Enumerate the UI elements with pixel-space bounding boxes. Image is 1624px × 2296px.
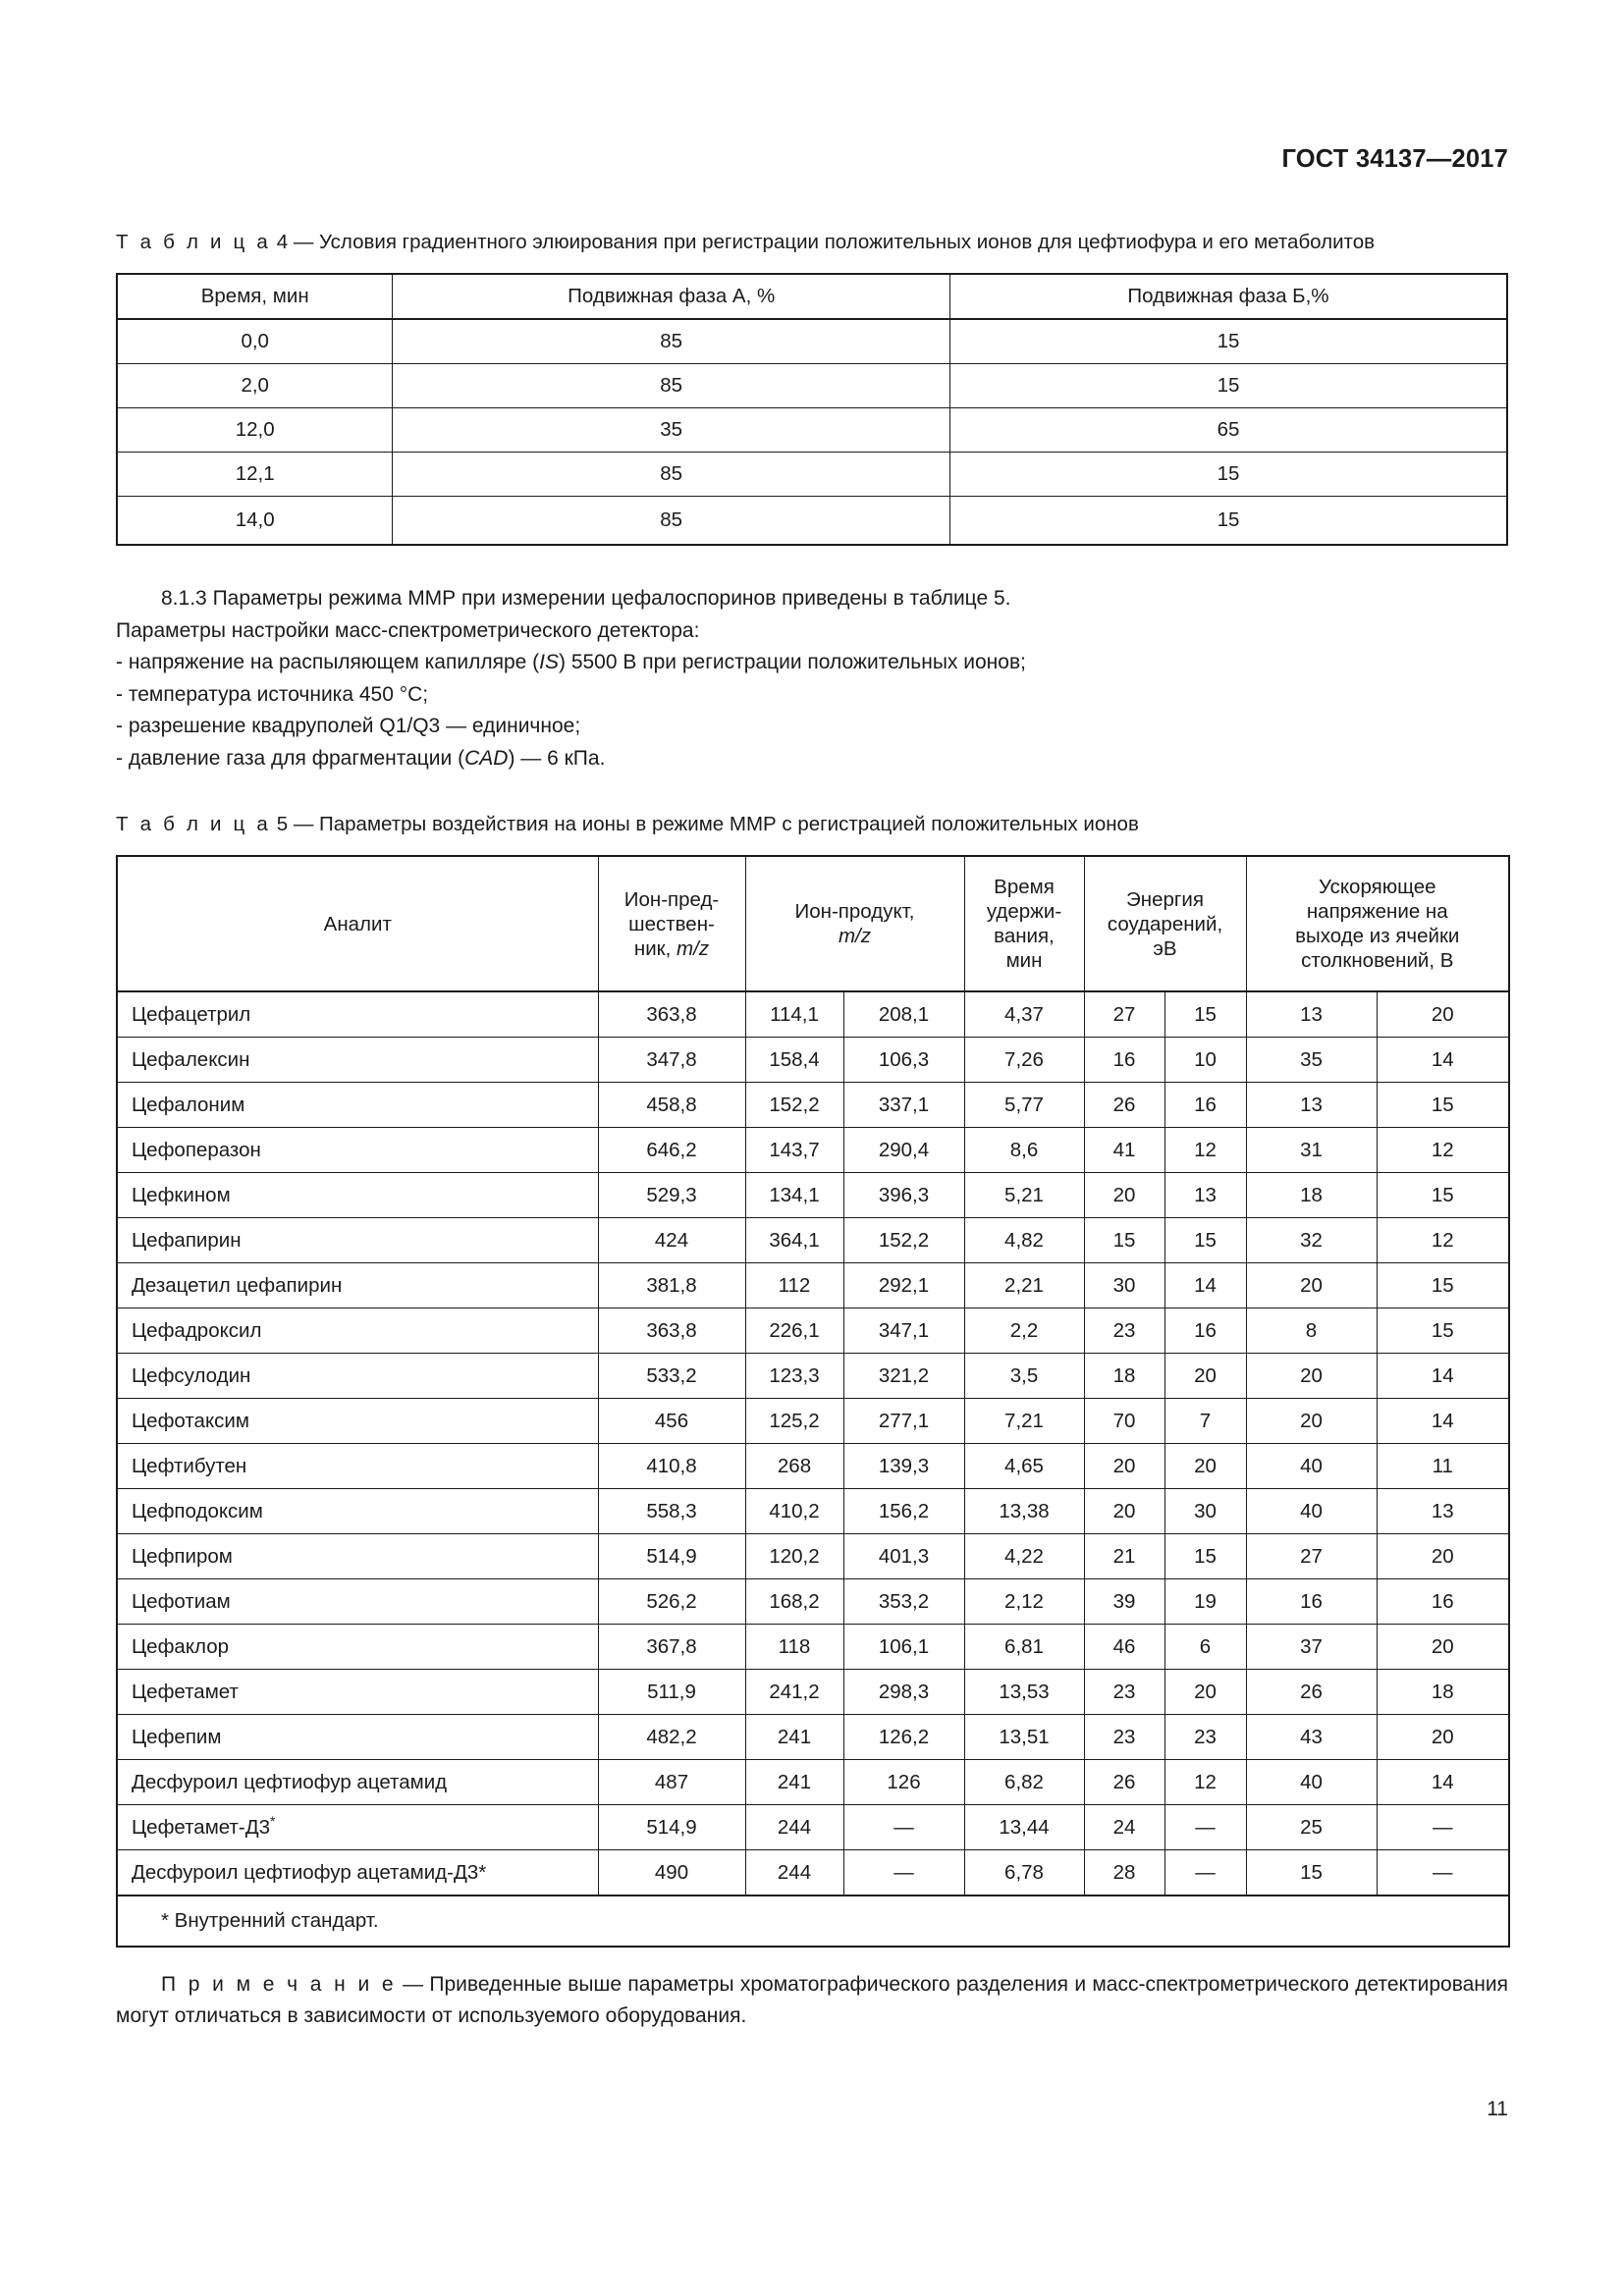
table5-header-row [117,856,1509,991]
cell-cxp1: 20 [1246,1399,1377,1444]
cell-rt: 4,82 [964,1218,1084,1263]
cell-ce1: 15 [1084,1218,1164,1263]
cell-ce1: 28 [1084,1850,1164,1896]
cell-product1: 268 [745,1444,843,1489]
cell-ce2: 12 [1164,1760,1246,1805]
table5-footnote-row [117,1896,1509,1947]
cell-cxp2: 14 [1377,1354,1509,1399]
cell-product1: 143,7 [745,1128,843,1173]
table-row [117,1173,1509,1218]
cell-product1: 123,3 [745,1354,843,1399]
cxp-line3: выходе из ячейки [1295,925,1460,947]
cell-cxp2: 20 [1377,1715,1509,1760]
cell-ce2: 23 [1164,1715,1246,1760]
cell-precursor: 367,8 [598,1625,745,1670]
table4-cell-time: 14,0 [117,497,393,546]
analyte-label: Цефетамет-Д3 [132,1815,271,1839]
cell-cxp1: 40 [1246,1760,1377,1805]
table4-cell-phase-b: 15 [949,364,1507,408]
table4-cell-time: 2,0 [117,364,393,408]
cell-cxp2: 14 [1377,1760,1509,1805]
cell-rt: 6,82 [964,1760,1084,1805]
cxp-line4: столкновений, В [1301,949,1454,972]
table5-col-product-ion [745,856,964,991]
cell-ce1: 70 [1084,1399,1164,1444]
ce-line3: эВ [1153,936,1177,960]
product-line1: Ион-продукт, [794,900,915,923]
cell-ce2: 20 [1164,1444,1246,1489]
table4-caption [116,228,1508,257]
cell-ce1: 26 [1084,1083,1164,1128]
cell-ce1: 20 [1084,1489,1164,1534]
product-unit: m/z [838,925,872,947]
cell-product2: 347,1 [843,1308,964,1354]
section-bullet-2: - температура источника 450 °С; [116,682,429,706]
table-row [117,408,1507,453]
precursor-line2: шествен- [628,912,715,935]
cell-precursor: 347,8 [598,1038,745,1083]
table5-body [117,991,1509,1947]
table-row [117,453,1507,497]
cell-ce2: 15 [1164,1218,1246,1263]
rt-line2: удержи- [986,900,1062,923]
cell-product2: 277,1 [843,1399,964,1444]
cell-cxp2: — [1377,1805,1509,1850]
table4-col-time: Время, мин [117,274,393,319]
cell-cxp2: 20 [1377,991,1509,1038]
cell-analyte: Цефпиром [117,1534,598,1579]
cell-cxp2: 11 [1377,1444,1509,1489]
cell-product1: 168,2 [745,1579,843,1625]
cell-precursor: 514,9 [598,1805,745,1850]
cell-cxp2: 15 [1377,1083,1509,1128]
cell-analyte: Цефалоним [117,1083,598,1128]
cell-ce1: 23 [1084,1670,1164,1715]
cell-cxp1: 43 [1246,1715,1377,1760]
cell-cxp2: 20 [1377,1625,1509,1670]
cell-product1: 241 [745,1715,843,1760]
cell-rt: 7,21 [964,1399,1084,1444]
table4-cell-phase-a: 35 [393,408,950,453]
table4-caption-label: Т а б л и ц а [116,231,271,253]
cell-rt: 13,51 [964,1715,1084,1760]
cell-precursor: 558,3 [598,1489,745,1534]
cell-product2: 401,3 [843,1534,964,1579]
section-8-1-3 [116,583,1508,774]
cell-product2: 126,2 [843,1715,964,1760]
cell-product1: 226,1 [745,1308,843,1354]
note-dash: — [403,1973,424,1996]
table5-col-retention-time [964,856,1084,991]
cell-ce2: 15 [1164,991,1246,1038]
cell-rt: 6,81 [964,1625,1084,1670]
cell-precursor: 363,8 [598,991,745,1038]
table4-cell-phase-b: 15 [949,497,1507,546]
section-number: 8.1.3 [161,587,207,610]
table-row [117,1760,1509,1805]
cell-ce2: — [1164,1850,1246,1896]
cell-ce2: 16 [1164,1083,1246,1128]
table-row [117,1354,1509,1399]
cell-precursor: 482,2 [598,1715,745,1760]
table4-cell-phase-a: 85 [393,453,950,497]
rt-line4: мин [1005,949,1043,972]
cell-analyte: Цефаклор [117,1625,598,1670]
cell-cxp1: 20 [1246,1354,1377,1399]
bullet4-prefix: - давление газа для фрагментации ( [116,746,465,770]
cell-analyte [117,1805,598,1850]
cell-product2: — [843,1805,964,1850]
table-row [117,1444,1509,1489]
cell-analyte: Дезацетил цефапирин [117,1263,598,1308]
cell-cxp2: 15 [1377,1308,1509,1354]
cell-product2: 126 [843,1760,964,1805]
cell-analyte: Цефподоксим [117,1489,598,1534]
rt-line1: Время [994,876,1055,898]
cell-rt: 5,77 [964,1083,1084,1128]
table-row [117,1128,1509,1173]
table-row [117,1263,1509,1308]
table4-cell-time: 0,0 [117,319,393,364]
cell-ce1: 21 [1084,1534,1164,1579]
cell-product1: 241 [745,1760,843,1805]
table5-caption-label: Т а б л и ц а [116,813,271,835]
cell-cxp2: 13 [1377,1489,1509,1534]
cell-product1: 410,2 [745,1489,843,1534]
ce-line2: соударений, [1107,912,1223,935]
rt-line3: вания, [994,925,1055,947]
cell-cxp1: 13 [1246,1083,1377,1128]
cell-ce2: 7 [1164,1399,1246,1444]
cell-ce1: 24 [1084,1805,1164,1850]
cell-product2: 139,3 [843,1444,964,1489]
table-row [117,1805,1509,1850]
cell-analyte: Цефоперазон [117,1128,598,1173]
section-line2: Параметры настройки масс-спектрометрического детектора: [116,618,700,642]
cell-ce1: 46 [1084,1625,1164,1670]
cell-ce2: 13 [1164,1173,1246,1218]
cell-cxp1: 40 [1246,1444,1377,1489]
cell-analyte: Цефалексин [117,1038,598,1083]
cell-precursor: 514,9 [598,1534,745,1579]
cell-analyte: Цефотаксим [117,1399,598,1444]
cell-product2: 208,1 [843,991,964,1038]
cell-precursor: 646,2 [598,1128,745,1173]
cell-precursor: 533,2 [598,1354,745,1399]
table-row [117,1218,1509,1263]
cell-cxp1: 37 [1246,1625,1377,1670]
cell-product1: 134,1 [745,1173,843,1218]
table-row [117,1038,1509,1083]
section-bullet-1 [116,647,1508,679]
cell-precursor: 381,8 [598,1263,745,1308]
cell-product2: 396,3 [843,1173,964,1218]
table5-col-collision-energy [1084,856,1246,991]
table-row [117,1489,1509,1534]
cell-cxp2: 12 [1377,1128,1509,1173]
cell-product1: 112 [745,1263,843,1308]
cell-ce2: 30 [1164,1489,1246,1534]
cell-ce2: 14 [1164,1263,1246,1308]
cell-product2: 290,4 [843,1128,964,1173]
cell-analyte: Десфуроил цефтиофур ацетамид [117,1760,598,1805]
cell-cxp1: 18 [1246,1173,1377,1218]
cell-ce1: 23 [1084,1308,1164,1354]
precursor-line1: Ион-пред- [623,887,720,911]
section-bullet-4 [116,743,1508,775]
cell-precursor: 487 [598,1760,745,1805]
table-row [117,1850,1509,1896]
cell-analyte: Цефтибутен [117,1444,598,1489]
cell-product2: 337,1 [843,1083,964,1128]
table4-header-row [117,274,1507,319]
cell-cxp1: 13 [1246,991,1377,1038]
table4-cell-time: 12,0 [117,408,393,453]
section-line-intro [116,583,1508,615]
cell-ce2: 12 [1164,1128,1246,1173]
cell-product1: 120,2 [745,1534,843,1579]
cell-product2: 156,2 [843,1489,964,1534]
cell-product1: 125,2 [745,1399,843,1444]
cell-cxp1: 8 [1246,1308,1377,1354]
table-row [117,497,1507,546]
bullet1-suffix: ) 5500 В при регистрации положительных ионов; [559,651,1026,673]
table4-cell-time: 12,1 [117,453,393,497]
cell-precursor: 410,8 [598,1444,745,1489]
table4-col-phase-b: Подвижная фаза Б,% [949,274,1507,319]
cell-rt: 4,37 [964,991,1084,1038]
cell-ce2: 15 [1164,1534,1246,1579]
table5-col-precursor-ion [598,856,745,991]
table5-caption-dash: — [293,813,314,835]
cell-product1: 364,1 [745,1218,843,1263]
cell-analyte: Цефкином [117,1173,598,1218]
cxp-line2: напряжение на [1306,900,1448,923]
note-label: П р и м е ч а н и е [161,1973,397,1996]
table-row [117,1399,1509,1444]
cell-rt: 13,53 [964,1670,1084,1715]
table-row [117,319,1507,364]
cell-ce2: 20 [1164,1354,1246,1399]
cell-product1: 114,1 [745,991,843,1038]
cell-ce1: 20 [1084,1444,1164,1489]
cell-product2: 106,1 [843,1625,964,1670]
cell-ce2: 10 [1164,1038,1246,1083]
cell-precursor: 511,9 [598,1670,745,1715]
cell-ce1: 30 [1084,1263,1164,1308]
cell-analyte: Цефетамет [117,1670,598,1715]
cell-ce1: 16 [1084,1038,1164,1083]
cell-cxp1: 25 [1246,1805,1377,1850]
cell-ce1: 39 [1084,1579,1164,1625]
cell-cxp1: 31 [1246,1128,1377,1173]
cell-rt: 4,22 [964,1534,1084,1579]
cell-analyte: Цефацетрил [117,991,598,1038]
cell-ce1: 41 [1084,1128,1164,1173]
document-standard-header: ГОСТ 34137—2017 [1281,145,1508,173]
ce-line1: Энергия [1126,887,1204,911]
cell-ce1: 27 [1084,991,1164,1038]
section-line1: Параметры режима ММР при измерении цефалоспоринов приведены в таблице 5. [212,587,1011,610]
cell-rt: 13,38 [964,1489,1084,1534]
section-bullet-3: - разрешение квадруполей Q1/Q3 — единичное; [116,715,581,737]
footnote-marker-asterisk: * [270,1812,276,1829]
table4-cell-phase-b: 65 [949,408,1507,453]
cell-ce2: — [1164,1805,1246,1850]
cell-ce2: 16 [1164,1308,1246,1354]
bullet4-italic-cad: CAD [464,746,509,770]
table5-caption [116,810,1508,839]
cell-product2: 353,2 [843,1579,964,1625]
cell-ce1: 18 [1084,1354,1164,1399]
cell-cxp1: 40 [1246,1489,1377,1534]
cell-rt: 8,6 [964,1128,1084,1173]
table-row [117,1083,1509,1128]
precursor-unit: m/z [677,936,710,960]
cell-cxp2: 14 [1377,1399,1509,1444]
cell-analyte: Цефапирин [117,1218,598,1263]
cell-cxp2: 15 [1377,1263,1509,1308]
cell-ce2: 19 [1164,1579,1246,1625]
page-number: 11 [1487,2098,1508,2120]
cell-rt: 5,21 [964,1173,1084,1218]
cell-ce1: 26 [1084,1760,1164,1805]
table5-col-analyte: Аналит [117,856,598,991]
cell-analyte: Цефотиам [117,1579,598,1625]
cell-precursor: 490 [598,1850,745,1896]
cell-cxp1: 26 [1246,1670,1377,1715]
table5-caption-number: 5 [276,813,289,835]
cell-cxp2: 20 [1377,1534,1509,1579]
cell-precursor: 526,2 [598,1579,745,1625]
cell-analyte: Цефсулодин [117,1354,598,1399]
cell-rt: 7,26 [964,1038,1084,1083]
cell-analyte: Десфуроил цефтиофур ацетамид-Д3* [117,1850,598,1896]
cell-product2: 292,1 [843,1263,964,1308]
bullet4-suffix: ) — 6 кПа. [508,746,606,770]
table4-caption-number: 4 [276,231,289,253]
cell-cxp1: 32 [1246,1218,1377,1263]
cell-ce1: 20 [1084,1173,1164,1218]
cell-product2: — [843,1850,964,1896]
table4-caption-dash: — [293,231,314,253]
cell-analyte: Цефадроксил [117,1308,598,1354]
table5-footnote: * Внутренний стандарт. [117,1896,1509,1947]
bullet1-italic-is: IS [539,651,559,673]
cell-cxp1: 27 [1246,1534,1377,1579]
note-block [116,1969,1508,2032]
cell-product1: 118 [745,1625,843,1670]
cell-product1: 244 [745,1850,843,1896]
cell-product2: 106,3 [843,1038,964,1083]
table5-col-cell-exit-potential [1246,856,1509,991]
table4-col-phase-a: Подвижная фаза А, % [393,274,950,319]
cell-cxp1: 16 [1246,1579,1377,1625]
cell-cxp2: 12 [1377,1218,1509,1263]
cell-product1: 241,2 [745,1670,843,1715]
cell-ce1: 23 [1084,1715,1164,1760]
cell-rt: 13,44 [964,1805,1084,1850]
table4-cell-phase-a: 85 [393,319,950,364]
table-row [117,1534,1509,1579]
cell-ce2: 6 [1164,1625,1246,1670]
cell-rt: 2,12 [964,1579,1084,1625]
precursor-line3: ник, [633,936,672,960]
cell-cxp1: 15 [1246,1850,1377,1896]
cell-ce2: 20 [1164,1670,1246,1715]
table4-cell-phase-a: 85 [393,364,950,408]
table5-mrm-parameters [116,855,1510,1948]
cell-rt: 4,65 [964,1444,1084,1489]
table5-caption-text: Параметры воздействия на ионы в режиме ММР с регистрацией положительных ионов [319,813,1139,835]
cell-cxp1: 20 [1246,1263,1377,1308]
cell-precursor: 529,3 [598,1173,745,1218]
table-row [117,1715,1509,1760]
cell-product1: 244 [745,1805,843,1850]
note-text: Приведенные выше параметры хроматографического разделения и масс-спектрометрического детектирования могут отличаться в зависимости от используемого оборудования. [116,1973,1508,2027]
cell-precursor: 424 [598,1218,745,1263]
bullet1-prefix: - напряжение на распыляющем капилляре ( [116,651,540,673]
table4-gradient-conditions [116,273,1508,546]
table-row [117,1308,1509,1354]
table-row [117,1625,1509,1670]
table4-cell-phase-a: 85 [393,497,950,546]
cell-precursor: 456 [598,1399,745,1444]
cell-product1: 158,4 [745,1038,843,1083]
cell-rt: 6,78 [964,1850,1084,1896]
cell-cxp2: 14 [1377,1038,1509,1083]
cell-product2: 152,2 [843,1218,964,1263]
cell-rt: 2,2 [964,1308,1084,1354]
cell-product2: 321,2 [843,1354,964,1399]
page-content [116,228,1508,2032]
cell-rt: 3,5 [964,1354,1084,1399]
table-row [117,1579,1509,1625]
cell-cxp1: 35 [1246,1038,1377,1083]
table-row [117,1670,1509,1715]
table4-cell-phase-b: 15 [949,319,1507,364]
cell-product2: 298,3 [843,1670,964,1715]
cxp-line1: Ускоряющее [1318,876,1436,898]
table-row [117,991,1509,1038]
cell-product1: 152,2 [745,1083,843,1128]
cell-cxp2: 15 [1377,1173,1509,1218]
cell-cxp2: 18 [1377,1670,1509,1715]
table4-caption-text: Условия градиентного элюирования при регистрации положительных ионов для цефтиофура и его метаболитов [319,231,1375,253]
cell-precursor: 458,8 [598,1083,745,1128]
table4-cell-phase-b: 15 [949,453,1507,497]
cell-cxp2: 16 [1377,1579,1509,1625]
cell-precursor: 363,8 [598,1308,745,1354]
cell-rt: 2,21 [964,1263,1084,1308]
cell-cxp2: — [1377,1850,1509,1896]
cell-analyte: Цефепим [117,1715,598,1760]
table-row [117,364,1507,408]
